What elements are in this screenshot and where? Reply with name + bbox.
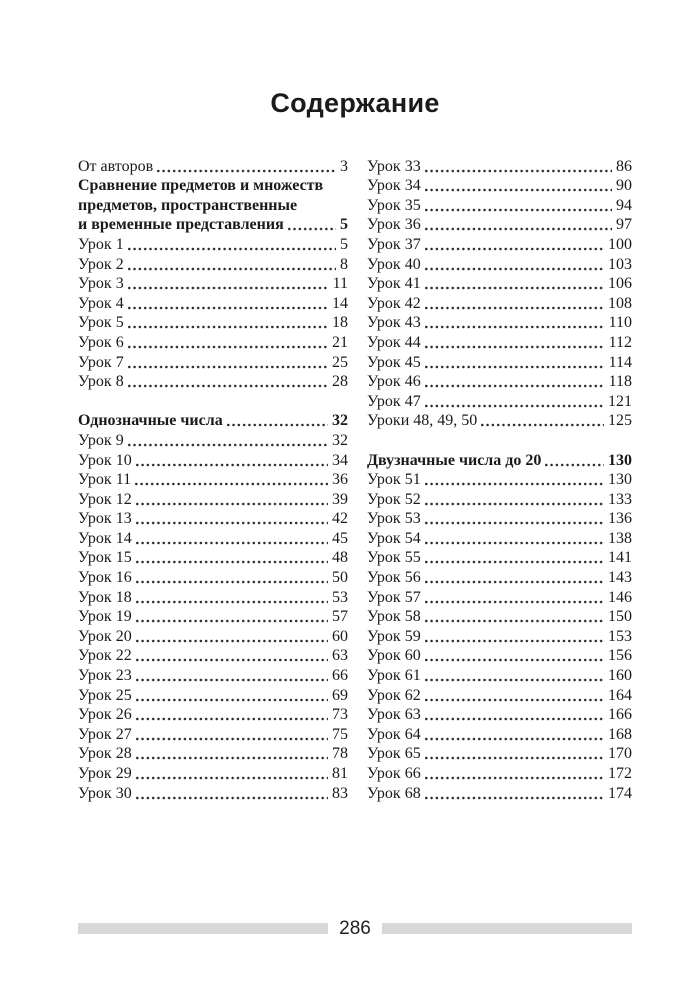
dot-leader bbox=[136, 521, 328, 525]
dot-leader bbox=[425, 600, 604, 604]
dot-leader bbox=[425, 208, 612, 212]
toc-entry-row bbox=[367, 665, 632, 685]
toc-entry-row bbox=[367, 705, 632, 725]
toc-entry-label: Урок 41 bbox=[367, 275, 421, 293]
toc-entry-page: 73 bbox=[332, 706, 348, 724]
dot-leader bbox=[128, 365, 328, 369]
toc-entry-label: Урок 15 bbox=[78, 549, 132, 567]
toc-entry-row bbox=[367, 332, 632, 352]
dot-leader bbox=[425, 345, 605, 349]
toc-entry-row bbox=[78, 567, 348, 587]
toc-entry-page: 136 bbox=[608, 510, 632, 528]
toc-entry-row bbox=[367, 391, 632, 411]
toc-entry-page: 146 bbox=[608, 588, 632, 606]
toc-entry-row bbox=[78, 313, 348, 333]
page-title: Содержание bbox=[270, 88, 440, 118]
dot-leader bbox=[425, 737, 604, 741]
toc-entry-row bbox=[78, 156, 348, 176]
toc-entry-page: 48 bbox=[332, 549, 348, 567]
toc-entry-page: 75 bbox=[332, 725, 348, 743]
toc-entry-row bbox=[367, 372, 632, 392]
toc-entry-page: 164 bbox=[608, 686, 632, 704]
dot-leader bbox=[136, 796, 328, 800]
toc-entry-page: 57 bbox=[332, 608, 348, 626]
toc-entry-label: Урок 34 bbox=[367, 177, 421, 195]
toc-entry-page: 83 bbox=[332, 784, 348, 802]
dot-leader bbox=[425, 365, 605, 369]
toc-entry-page: 118 bbox=[608, 373, 632, 391]
dot-leader bbox=[227, 423, 328, 427]
toc-spacer bbox=[78, 391, 348, 411]
toc-entry-label: Урок 12 bbox=[78, 490, 132, 508]
toc-entry-page: 160 bbox=[608, 667, 632, 685]
toc-entry-label: и временные представления bbox=[78, 216, 284, 234]
toc-entry-page: 114 bbox=[608, 353, 632, 371]
toc-heading-row bbox=[78, 195, 348, 215]
toc-entry-label: Урок 61 bbox=[367, 667, 421, 685]
toc-entry-label: Урок 40 bbox=[367, 255, 421, 273]
toc-entry-page: 125 bbox=[608, 412, 632, 430]
toc-entry-label: Урок 29 bbox=[78, 765, 132, 782]
toc-entry-page: 5 bbox=[340, 235, 348, 253]
toc-entry-page: 25 bbox=[332, 353, 348, 371]
toc-entry-row bbox=[367, 234, 632, 254]
toc-entry-row bbox=[78, 450, 348, 470]
toc-entry-row bbox=[78, 607, 348, 627]
toc-entry-label: Урок 55 bbox=[367, 549, 421, 567]
dot-leader bbox=[128, 345, 328, 349]
toc-entry-row bbox=[78, 587, 348, 607]
toc-entry-row bbox=[367, 528, 632, 548]
dot-leader bbox=[425, 756, 604, 760]
dot-leader bbox=[157, 169, 336, 173]
toc-entry-page: 36 bbox=[332, 471, 348, 489]
toc-heading-row bbox=[78, 411, 348, 431]
toc-heading-row bbox=[78, 176, 348, 196]
toc-entry-label: Урок 66 bbox=[367, 765, 421, 782]
toc-entry-label: Урок 3 bbox=[78, 275, 124, 293]
toc-entry-label: Однозначные числа bbox=[78, 412, 223, 430]
dot-leader bbox=[425, 188, 612, 192]
toc-entry-label: Урок 37 bbox=[367, 235, 421, 253]
dot-leader bbox=[425, 796, 604, 800]
toc-entry-label: Урок 53 bbox=[367, 510, 421, 528]
toc-entry-row bbox=[367, 587, 632, 607]
toc-entry-page: 8 bbox=[340, 255, 348, 273]
dot-leader bbox=[136, 678, 328, 682]
toc-entry-label: Урок 30 bbox=[78, 784, 132, 802]
toc-entry-row bbox=[367, 783, 632, 803]
toc-entry-row bbox=[78, 685, 348, 705]
toc-entry-label: Урок 57 bbox=[367, 588, 421, 606]
toc-entry-label: Урок 27 bbox=[78, 725, 132, 743]
toc-entry-page: 86 bbox=[616, 157, 632, 175]
toc-entry-row bbox=[367, 489, 632, 509]
toc-entry-row bbox=[367, 744, 632, 764]
toc-entry-row bbox=[78, 234, 348, 254]
toc-entry-row bbox=[78, 509, 348, 529]
toc-entry-row bbox=[78, 352, 348, 372]
toc-entry-label: Урок 42 bbox=[367, 294, 421, 312]
toc-entry-page: 106 bbox=[608, 275, 632, 293]
toc-entry-row bbox=[78, 705, 348, 725]
toc-entry-label: Урок 10 bbox=[78, 451, 132, 469]
toc-entry-row bbox=[367, 548, 632, 568]
toc-entry-label: Урок 4 bbox=[78, 294, 124, 312]
toc-entry-row bbox=[78, 528, 348, 548]
dot-leader bbox=[425, 658, 604, 662]
toc-entry-label: Урок 23 bbox=[78, 667, 132, 685]
toc-entry-page: 3 bbox=[340, 157, 348, 175]
dot-leader bbox=[425, 227, 612, 231]
toc-entry-page: 130 bbox=[608, 451, 632, 469]
toc-entry-label: Урок 51 bbox=[367, 471, 421, 489]
dot-leader bbox=[425, 560, 604, 564]
toc-entry-label: Урок 8 bbox=[78, 373, 124, 391]
dot-leader bbox=[425, 306, 604, 310]
toc-entry-label: Урок 14 bbox=[78, 529, 132, 547]
toc-entry-row bbox=[367, 411, 632, 431]
dot-leader bbox=[481, 423, 604, 427]
dot-leader bbox=[425, 286, 604, 290]
toc-entry-row bbox=[367, 254, 632, 274]
toc-entry-label: Урок 45 bbox=[367, 353, 421, 371]
dot-leader bbox=[128, 247, 336, 251]
toc-entry-page: 60 bbox=[332, 627, 348, 645]
dot-leader bbox=[425, 482, 604, 486]
toc-entry-row bbox=[367, 274, 632, 294]
toc-entry-page: 138 bbox=[608, 529, 632, 547]
toc-entry-page: 69 bbox=[332, 686, 348, 704]
dot-leader bbox=[425, 502, 604, 506]
dot-leader bbox=[128, 306, 328, 310]
toc-entry-label: Урок 22 bbox=[78, 647, 132, 665]
toc-entry-label: Урок 18 bbox=[78, 588, 132, 606]
toc-entry-label: Урок 2 bbox=[78, 255, 124, 273]
toc-entry-page: 81 bbox=[332, 765, 348, 782]
toc-entry-page: 153 bbox=[608, 627, 632, 645]
toc-entry-row bbox=[367, 607, 632, 627]
toc-entry-page: 141 bbox=[608, 549, 632, 567]
toc-entry-page: 172 bbox=[608, 765, 632, 782]
dot-leader bbox=[136, 619, 328, 623]
dot-leader bbox=[288, 227, 336, 231]
toc-spacer bbox=[367, 430, 632, 450]
toc-entry-row bbox=[78, 293, 348, 313]
toc-entry-label: предметов, пространственные bbox=[78, 196, 298, 214]
toc-entry-label: Урок 35 bbox=[367, 196, 421, 214]
toc-entry-page: 32 bbox=[332, 431, 348, 449]
toc-entry-page: 21 bbox=[332, 333, 348, 351]
dot-leader bbox=[425, 267, 604, 271]
dot-leader bbox=[425, 717, 604, 721]
dot-leader bbox=[136, 541, 328, 545]
toc-entry-page: 63 bbox=[332, 647, 348, 665]
dot-leader bbox=[136, 717, 328, 721]
toc-entry-page: 103 bbox=[608, 255, 632, 273]
toc-entry-row bbox=[78, 274, 348, 294]
dot-leader bbox=[425, 580, 604, 584]
dot-leader bbox=[425, 698, 604, 702]
dot-leader bbox=[128, 384, 328, 388]
toc-entry-label: Урок 11 bbox=[78, 471, 132, 489]
toc-entry-label: Урок 20 bbox=[78, 627, 132, 645]
toc-entry-label: Урок 16 bbox=[78, 569, 132, 587]
footer-bar-left bbox=[78, 923, 328, 934]
toc-entry-page: 66 bbox=[332, 667, 348, 685]
toc-entry-label: От авторов bbox=[78, 157, 154, 175]
toc-entry-label: Урок 56 bbox=[367, 569, 421, 587]
toc-columns bbox=[78, 156, 632, 803]
dot-leader bbox=[136, 639, 328, 643]
toc-entry-page: 112 bbox=[608, 333, 632, 351]
toc-entry-page: 170 bbox=[608, 745, 632, 763]
toc-entry-label: Урок 47 bbox=[367, 392, 421, 410]
toc-entry-row bbox=[78, 665, 348, 685]
toc-entry-label: Сравнение предметов и множеств bbox=[78, 177, 324, 195]
toc-entry-label: Урок 9 bbox=[78, 431, 124, 449]
toc-entry-page: 32 bbox=[332, 412, 348, 430]
dot-leader bbox=[425, 541, 604, 545]
toc-column-right bbox=[367, 156, 632, 803]
dot-leader bbox=[425, 325, 605, 329]
dot-leader bbox=[135, 482, 328, 486]
toc-entry-label: Урок 54 bbox=[367, 529, 421, 547]
toc-entry-label: Урок 33 bbox=[367, 157, 421, 175]
toc-entry-page: 34 bbox=[332, 451, 348, 469]
toc-entry-row bbox=[78, 744, 348, 764]
dot-leader bbox=[136, 502, 328, 506]
toc-entry-row bbox=[367, 176, 632, 196]
toc-column-left bbox=[78, 156, 348, 803]
toc-entry-label: Урок 46 bbox=[367, 373, 421, 391]
toc-entry-row bbox=[367, 352, 632, 372]
toc-entry-row bbox=[78, 470, 348, 490]
toc-entry-row bbox=[367, 509, 632, 529]
footer-bar-right bbox=[382, 923, 632, 934]
dot-leader bbox=[425, 247, 604, 251]
toc-entry-label: Уроки 48, 49, 50 bbox=[367, 412, 478, 430]
toc-entry-row bbox=[367, 293, 632, 313]
toc-entry-label: Урок 68 bbox=[367, 784, 421, 802]
toc-entry-label: Урок 60 bbox=[367, 647, 421, 665]
toc-entry-page: 14 bbox=[332, 294, 348, 312]
toc-entry-page: 168 bbox=[608, 725, 632, 743]
toc-entry-label: Урок 65 bbox=[367, 745, 421, 763]
toc-entry-label: Урок 58 bbox=[367, 608, 421, 626]
toc-entry-row bbox=[78, 430, 348, 450]
toc-entry-page: 97 bbox=[616, 216, 632, 234]
toc-entry-page: 108 bbox=[608, 294, 632, 312]
toc-entry-label: Урок 6 bbox=[78, 333, 124, 351]
dot-leader bbox=[128, 443, 328, 447]
toc-heading-row bbox=[367, 450, 632, 470]
toc-entry-label: Урок 28 bbox=[78, 745, 132, 763]
dot-leader bbox=[425, 384, 605, 388]
toc-entry-page: 90 bbox=[616, 177, 632, 195]
toc-entry-row bbox=[78, 626, 348, 646]
toc-entry-label: Урок 62 bbox=[367, 686, 421, 704]
toc-entry-label: Урок 5 bbox=[78, 314, 124, 332]
toc-entry-row bbox=[78, 372, 348, 392]
toc-entry-page: 156 bbox=[608, 647, 632, 665]
toc-entry-row bbox=[367, 156, 632, 176]
toc-entry-label: Двузначные числа до 20 bbox=[367, 451, 542, 469]
toc-entry-page: 18 bbox=[332, 314, 348, 332]
toc-entry-label: Урок 59 bbox=[367, 627, 421, 645]
toc-entry-row bbox=[367, 215, 632, 235]
toc-entry-label: Урок 7 bbox=[78, 353, 124, 371]
toc-entry-row bbox=[78, 646, 348, 666]
dot-leader bbox=[136, 698, 328, 702]
toc-entry-label: Урок 64 bbox=[367, 725, 421, 743]
toc-entry-page: 94 bbox=[616, 196, 632, 214]
dot-leader bbox=[136, 658, 328, 662]
dot-leader bbox=[136, 600, 328, 604]
toc-entry-page: 174 bbox=[608, 784, 632, 802]
dot-leader bbox=[425, 776, 604, 780]
dot-leader bbox=[128, 325, 328, 329]
dot-leader bbox=[425, 639, 604, 643]
dot-leader bbox=[128, 286, 329, 290]
toc-entry-row bbox=[367, 685, 632, 705]
toc-entry-row bbox=[367, 567, 632, 587]
toc-entry-row bbox=[78, 783, 348, 803]
toc-entry-label: Урок 25 bbox=[78, 686, 132, 704]
dot-leader bbox=[136, 756, 328, 760]
toc-entry-page: 50 bbox=[332, 569, 348, 587]
toc-entry-page: 100 bbox=[608, 235, 632, 253]
toc-entry-page: 45 bbox=[332, 529, 348, 547]
dot-leader bbox=[136, 580, 328, 584]
toc-entry-page: 78 bbox=[332, 745, 348, 763]
toc-entry-label: Урок 52 bbox=[367, 490, 421, 508]
toc-entry-label: Урок 43 bbox=[367, 314, 421, 332]
toc-entry-row bbox=[78, 548, 348, 568]
toc-entry-page: 133 bbox=[608, 490, 632, 508]
dot-leader bbox=[128, 267, 336, 271]
page-content bbox=[78, 0, 632, 803]
toc-heading-row bbox=[78, 215, 348, 235]
toc-entry-page: 28 bbox=[332, 373, 348, 391]
dot-leader bbox=[425, 619, 604, 623]
toc-entry-page: 143 bbox=[608, 569, 632, 587]
toc-entry-page: 42 bbox=[332, 510, 348, 528]
dot-leader bbox=[425, 169, 612, 173]
dot-leader bbox=[545, 463, 604, 467]
toc-entry-page: 39 bbox=[332, 490, 348, 508]
dot-leader bbox=[425, 521, 604, 525]
toc-entry-page: 166 bbox=[608, 706, 632, 724]
toc-entry-label: Урок 44 bbox=[367, 333, 421, 351]
toc-entry-row bbox=[78, 763, 348, 783]
toc-entry-row bbox=[367, 470, 632, 490]
toc-entry-label: Урок 63 bbox=[367, 706, 421, 724]
toc-entry-page: 110 bbox=[608, 314, 632, 332]
toc-entry-row bbox=[78, 724, 348, 744]
toc-entry-row bbox=[367, 195, 632, 215]
toc-entry-row bbox=[78, 332, 348, 352]
toc-entry-label: Урок 26 bbox=[78, 706, 132, 724]
toc-entry-row bbox=[367, 626, 632, 646]
dot-leader bbox=[425, 404, 604, 408]
toc-entry-label: Урок 13 bbox=[78, 510, 132, 528]
toc-entry-page: 121 bbox=[608, 392, 632, 410]
toc-entry-page: 5 bbox=[340, 216, 348, 234]
dot-leader bbox=[136, 560, 328, 564]
page-footer bbox=[78, 919, 632, 938]
toc-entry-row bbox=[78, 254, 348, 274]
dot-leader bbox=[136, 737, 328, 741]
dot-leader bbox=[136, 463, 328, 467]
toc-entry-page: 11 bbox=[332, 275, 348, 293]
toc-entry-row bbox=[367, 313, 632, 333]
toc-entry-page: 53 bbox=[332, 588, 348, 606]
toc-entry-row bbox=[367, 724, 632, 744]
toc-entry-label: Урок 19 bbox=[78, 608, 132, 626]
toc-entry-row bbox=[367, 763, 632, 783]
toc-entry-label: Урок 1 bbox=[78, 235, 124, 253]
dot-leader bbox=[136, 776, 328, 780]
toc-entry-page: 130 bbox=[608, 471, 632, 489]
toc-entry-row bbox=[367, 646, 632, 666]
dot-leader bbox=[425, 678, 604, 682]
page-number: 286 bbox=[339, 918, 371, 939]
toc-entry-row bbox=[78, 489, 348, 509]
toc-entry-page: 150 bbox=[608, 608, 632, 626]
toc-entry-label: Урок 36 bbox=[367, 216, 421, 234]
